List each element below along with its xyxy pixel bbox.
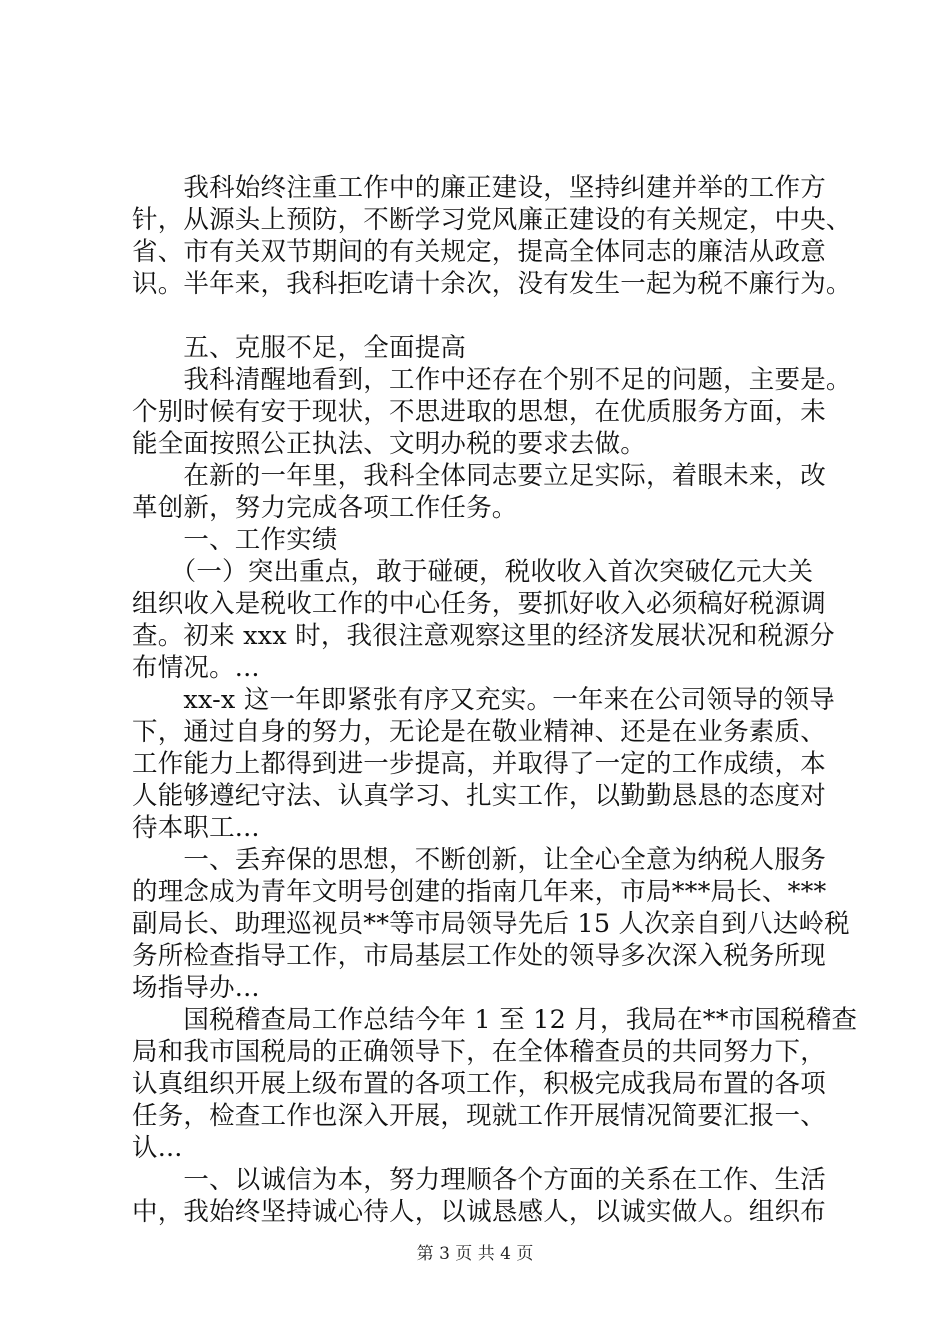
text-line: （一）突出重点，敢于碰硬，税收收入首次突破亿元大关 xyxy=(132,557,814,587)
text-line: 场指导办... xyxy=(132,973,260,1003)
text-line: 个别时候有安于现状，不思进取的思想，在优质服务方面，未 xyxy=(132,397,826,427)
text-line: 的理念成为青年文明号创建的指南几年来，市局***局长、*** xyxy=(132,877,827,907)
text-line: 国税稽查局工作总结今年 1 至 12 月，我局在**市国税稽查 xyxy=(132,1005,858,1035)
text-line: 工作能力上都得到进一步提高，并取得了一定的工作成绩，本 xyxy=(132,749,826,779)
text-line: 我科清醒地看到，工作中还存在个别不足的问题，主要是。 xyxy=(132,365,852,395)
text-line: 认真组织开展上级布置的各项工作，积极完成我局布置的各项 xyxy=(132,1069,826,1099)
text-line: 布情况。... xyxy=(132,653,260,683)
text-line: 任务，检查工作也深入开展，现就工作开展情况简要汇报一、 xyxy=(132,1101,826,1131)
text-line: 查。初来 xxx 时，我很注意观察这里的经济发展状况和税源分 xyxy=(132,621,835,651)
text-line: 一、丢弃保的思想，不断创新，让全心全意为纳税人服务 xyxy=(132,845,826,875)
text-line: 一、以诚信为本，努力理顺各个方面的关系在工作、生活 xyxy=(132,1165,826,1195)
text-line: 人能够遵纪守法、认真学习、扎实工作，以勤勤恳恳的态度对 xyxy=(132,781,826,811)
text-line: 局和我市国税局的正确领导下，在全体稽查员的共同努力下， xyxy=(132,1037,826,1067)
section-heading: 五、克服不足，全面提高 xyxy=(132,333,467,363)
text-line: 能全面按照公正执法、文明办税的要求去做。 xyxy=(132,429,647,459)
text-line: 下，通过自身的努力，无论是在敬业精神、还是在业务素质、 xyxy=(132,717,826,747)
text-line: 待本职工... xyxy=(132,813,260,843)
text-line: 务所检查指导工作，市局基层工作处的领导多次深入税务所现 xyxy=(132,941,826,971)
text-line: 认... xyxy=(132,1133,183,1163)
text-line: 识。半年来，我科拒吃请十余次，没有发生一起为税不廉行为。 xyxy=(132,269,852,299)
text-line: 我科始终注重工作中的廉正建设，坚持纠建并举的工作方 xyxy=(132,173,826,203)
text-line: xx-x 这一年即紧张有序又充实。一年来在公司领导的领导 xyxy=(132,685,835,715)
text-line: 针，从源头上预防，不断学习党风廉正建设的有关规定，中央、 xyxy=(132,205,852,235)
text-line: 中，我始终坚持诚心待人，以诚恳感人，以诚实做人。组织布 xyxy=(132,1197,826,1227)
section-heading: 一、工作实绩 xyxy=(132,525,338,555)
text-line: 省、市有关双节期间的有关规定，提高全体同志的廉洁从政意 xyxy=(132,237,826,267)
text-line: 革创新，努力完成各项工作任务。 xyxy=(132,493,518,523)
text-line: 组织收入是税收工作的中心任务，要抓好收入必须稿好税源调 xyxy=(132,589,826,619)
text-line: 副局长、助理巡视员**等市局领导先后 15 人次亲自到八达岭税 xyxy=(132,909,850,939)
page-footer: 第 3 页 共 4 页 xyxy=(416,1244,534,1264)
text-line: 在新的一年里，我科全体同志要立足实际，着眼未来，改 xyxy=(132,461,826,491)
